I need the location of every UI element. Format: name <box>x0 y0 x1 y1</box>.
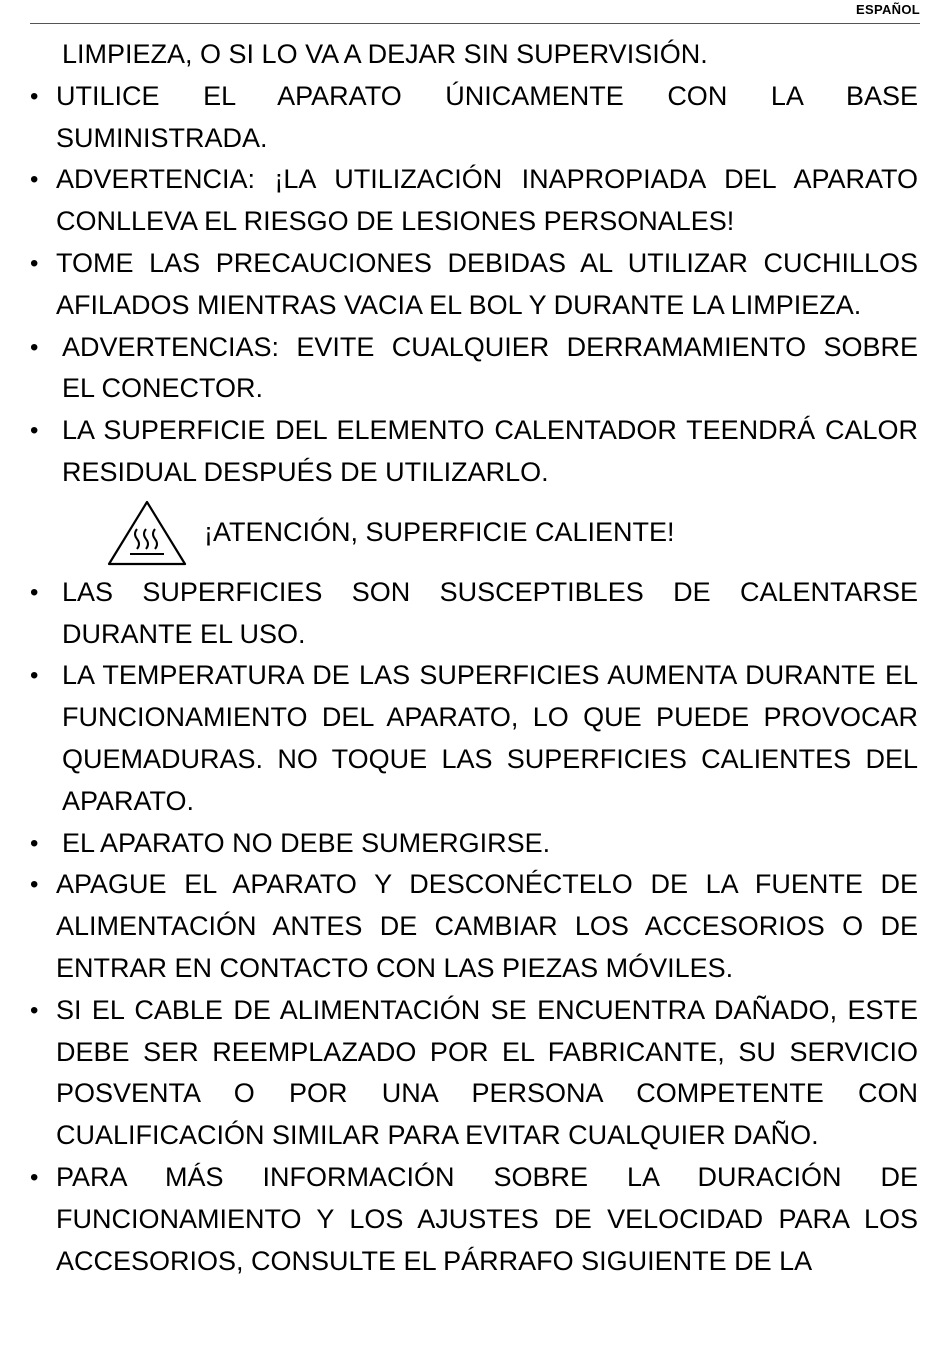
bullet-dot: • <box>30 871 39 899</box>
bullet-item <box>30 159 918 243</box>
bullet-dot: • <box>30 829 39 857</box>
bullet-item <box>30 1157 918 1282</box>
bullet-dot: • <box>30 166 39 194</box>
bullet-text: PARA MÁS INFORMACIÓN SOBRE LA DURACIÓN DE FUNCIONAMIENTO Y LOS AJUSTES DE VELOCIDAD PARA LOS ACCESORIOS, CONSULTE EL PÁRRAFO SIGUIENTE DE LA <box>56 1161 918 1276</box>
bullet-dot: • <box>30 249 39 277</box>
bullet-text: LAS SUPERFICIES SON SUSCEPTIBLES DE CALENTARSE DURANTE EL USO. <box>62 576 918 649</box>
bullet-text: LA TEMPERATURA DE LAS SUPERFICIES AUMENTA DURANTE EL FUNCIONAMIENTO DEL APARATO, LO QUE PUEDE PROVOCAR QUEMADURAS. NO TOQUE LAS SUPERFICIES CALIENTES DEL APARATO. <box>62 660 918 816</box>
document-body <box>30 34 918 1282</box>
page-header <box>30 0 920 24</box>
bullet-item <box>30 990 918 1157</box>
bullet-item <box>30 823 918 865</box>
bullet-item <box>30 327 918 411</box>
bullet-dot: • <box>30 996 39 1024</box>
bullet-item <box>30 655 918 822</box>
bullet-dot: • <box>30 417 39 445</box>
bullet-text: ADVERTENCIAS: EVITE CUALQUIER DERRAMAMIENTO SOBRE EL CONECTOR. <box>62 331 918 404</box>
bullet-item <box>30 243 918 327</box>
caution-text: ¡ATENCIÓN, SUPERFICIE CALIENTE! <box>204 516 675 547</box>
hot-surface-caution <box>30 498 918 568</box>
bullet-item <box>30 572 918 656</box>
bullet-item <box>30 76 918 160</box>
bullet-dot: • <box>30 662 39 690</box>
bullet-item <box>30 410 918 494</box>
bullet-item <box>30 864 918 989</box>
bullet-dot: • <box>30 578 39 606</box>
bullet-dot: • <box>30 333 39 361</box>
bullet-text: EL APARATO NO DEBE SUMERGIRSE. <box>62 827 551 858</box>
bullet-text: UTILICE EL APARATO ÚNICAMENTE CON LA BASE SUMINISTRADA. <box>56 80 918 153</box>
continued-paragraph: LIMPIEZA, O SI LO VA A DEJAR SIN SUPERVISIÓN. <box>62 39 708 69</box>
language-label: ESPAÑOL <box>856 2 920 17</box>
bullet-text: LA SUPERFICIE DEL ELEMENTO CALENTADOR TEENDRÁ CALOR RESIDUAL DESPUÉS DE UTILIZARLO. <box>62 415 918 487</box>
hot-surface-warning-icon <box>106 499 188 567</box>
bullet-dot: • <box>30 82 39 110</box>
bullet-text: SI EL CABLE DE ALIMENTACIÓN SE ENCUENTRA DAÑADO, ESTE DEBE SER REEMPLAZADO POR EL FABRICANTE, SU SERVICIO POSVENTA O POR UNA PERSONA COMPETENTE CON CUALIFICACIÓN SIMILAR PARA EVITAR CUALQUIER DAÑO. <box>56 994 918 1151</box>
bullet-dot: • <box>30 1163 39 1191</box>
bullet-text: APAGUE EL APARATO Y DESCONÉCTELO DE LA FUENTE DE ALIMENTACIÓN ANTES DE CAMBIAR LOS ACCESORIOS O DE ENTRAR EN CONTACTO CON LAS PIEZAS MÓVILES. <box>56 869 918 983</box>
bullet-text: ADVERTENCIA: ¡LA UTILIZACIÓN INAPROPIADA DEL APARATO CONLLEVA EL RIESGO DE LESIONES PERSONALES! <box>56 164 918 237</box>
bullet-text: TOME LAS PRECAUCIONES DEBIDAS AL UTILIZAR CUCHILLOS AFILADOS MIENTRAS VACIA EL BOL Y DURANTE LA LIMPIEZA. <box>56 247 918 320</box>
